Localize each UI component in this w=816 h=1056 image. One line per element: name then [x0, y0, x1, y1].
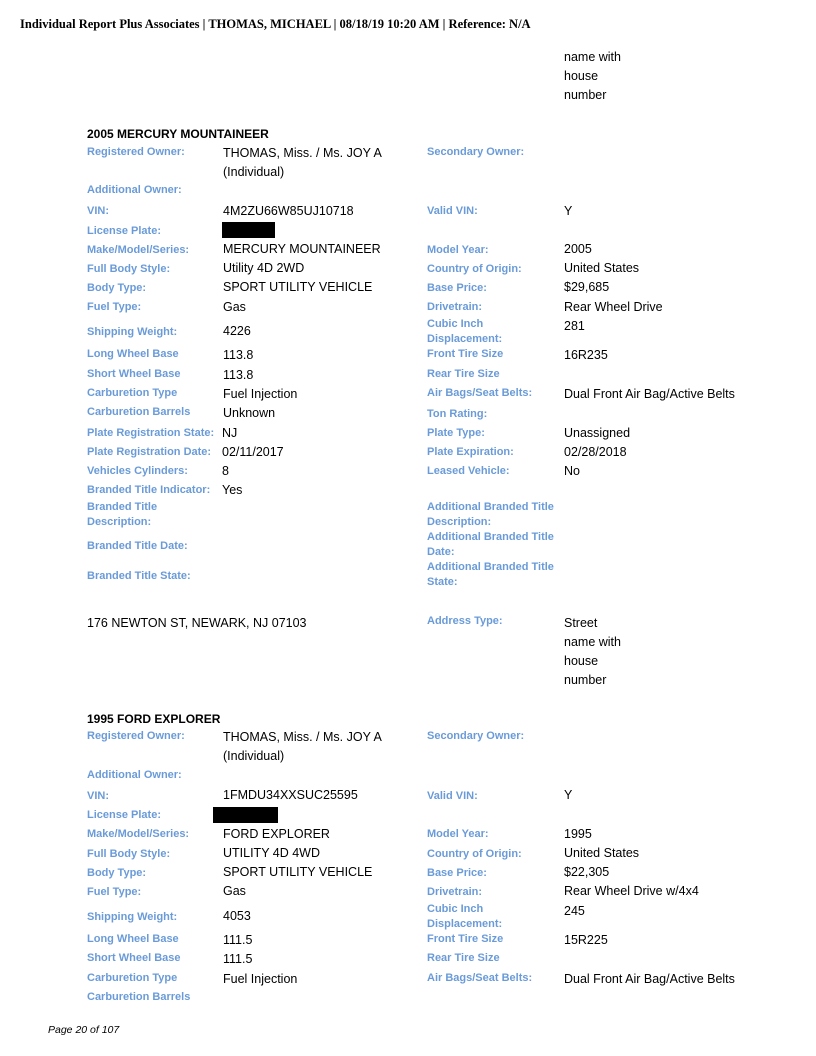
- redacted-license-plate: [213, 807, 278, 823]
- long-wheel-base-label: Long Wheel Base: [87, 933, 179, 945]
- branded-title-indicator-value: Yes: [222, 483, 243, 497]
- front-tire-value: 15R225: [564, 933, 608, 947]
- air-bags-value: Dual Front Air Bag/Active Belts: [564, 972, 735, 986]
- body-type-value: SPORT UTILITY VEHICLE: [223, 280, 373, 294]
- additional-branded-date-label-line2: Date:: [427, 546, 455, 558]
- registered-owner-label: Registered Owner:: [87, 146, 185, 158]
- make-model-value: MERCURY MOUNTAINEER: [223, 242, 381, 256]
- registered-owner-type: (Individual): [223, 749, 285, 763]
- carburetion-barrels-label: Carburetion Barrels: [87, 406, 191, 418]
- additional-branded-description-label: Additional Branded Title: [427, 501, 554, 513]
- address-type-value-line4: number: [564, 673, 607, 687]
- additional-branded-state-label-line2: State:: [427, 576, 458, 588]
- registered-owner-label: Registered Owner:: [87, 730, 185, 742]
- additional-owner-label: Additional Owner:: [87, 184, 182, 196]
- report-header: Individual Report Plus Associates | THOMAS, MICHAEL | 08/18/19 10:20 AM | Reference: N/A: [20, 17, 531, 31]
- make-model-value: FORD EXPLORER: [223, 827, 330, 841]
- drivetrain-label: Drivetrain:: [427, 301, 483, 313]
- full-body-style-label: Full Body Style:: [87, 263, 171, 275]
- carburetion-barrels-label: Carburetion Barrels: [87, 991, 191, 1003]
- vin-value: 1FMDU34XXSUC25595: [223, 788, 358, 802]
- base-price-value: $22,305: [564, 865, 610, 879]
- address-type-continued: house: [564, 69, 599, 83]
- body-type-label: Body Type:: [87, 282, 147, 294]
- drivetrain-value: Rear Wheel Drive: [564, 300, 663, 314]
- front-tire-label: Front Tire Size: [427, 933, 504, 945]
- valid-vin-label: Valid VIN:: [427, 205, 478, 217]
- make-model-label: Make/Model/Series:: [87, 244, 190, 256]
- license-plate-label: License Plate:: [87, 809, 161, 821]
- vin-label: VIN:: [87, 205, 109, 217]
- valid-vin-label: Valid VIN:: [427, 790, 478, 802]
- registered-owner-type: (Individual): [223, 165, 285, 179]
- carburetion-type-label: Carburetion Type: [87, 387, 178, 399]
- short-wheel-base-value: 113.8: [223, 368, 254, 382]
- plate-type-value: Unassigned: [564, 426, 631, 440]
- air-bags-value: Dual Front Air Bag/Active Belts: [564, 387, 735, 401]
- license-plate-label: License Plate:: [87, 225, 161, 237]
- page-number: Page 20 of 107: [48, 1024, 120, 1036]
- vin-value: 4M2ZU66W85UJ10718: [223, 204, 354, 218]
- shipping-weight-value: 4053: [223, 909, 251, 923]
- fuel-type-label: Fuel Type:: [87, 886, 142, 898]
- vin-label: VIN:: [87, 790, 109, 802]
- vehicles-cylinders-label: Vehicles Cylinders:: [87, 465, 188, 477]
- rear-tire-label: Rear Tire Size: [427, 368, 500, 380]
- fuel-type-label: Fuel Type:: [87, 301, 142, 313]
- front-tire-label: Front Tire Size: [427, 348, 504, 360]
- body-type-value: SPORT UTILITY VEHICLE: [223, 865, 373, 879]
- branded-title-indicator-label: Branded Title Indicator:: [87, 484, 211, 496]
- full-body-style-label: Full Body Style:: [87, 848, 171, 860]
- full-body-style-value: UTILITY 4D 4WD: [223, 846, 321, 860]
- shipping-weight-label: Shipping Weight:: [87, 326, 178, 338]
- country-of-origin-value: United States: [564, 261, 640, 275]
- address-type-value: Street: [564, 616, 598, 630]
- leased-vehicle-value: No: [564, 464, 580, 478]
- plate-expiration-value: 02/28/2018: [564, 445, 627, 459]
- cubic-inch-label: Cubic Inch: [427, 318, 484, 330]
- model-year-label: Model Year:: [427, 828, 489, 840]
- leased-vehicle-label: Leased Vehicle:: [427, 465, 510, 477]
- valid-vin-value: Y: [564, 788, 573, 802]
- additional-branded-state-label: Additional Branded Title: [427, 561, 554, 573]
- ton-rating-label: Ton Rating:: [427, 408, 488, 420]
- base-price-value: $29,685: [564, 280, 610, 294]
- short-wheel-base-label: Short Wheel Base: [87, 952, 181, 964]
- cubic-inch-label-line2: Displacement:: [427, 333, 503, 345]
- plate-reg-state-label: Plate Registration State:: [87, 427, 215, 439]
- carburetion-barrels-value: Unknown: [223, 406, 276, 420]
- drivetrain-value: Rear Wheel Drive w/4x4: [564, 884, 699, 898]
- branded-title-description-label-line2: Description:: [87, 516, 152, 528]
- address-type-label: Address Type:: [427, 615, 503, 627]
- carburetion-type-label: Carburetion Type: [87, 972, 178, 984]
- secondary-owner-label: Secondary Owner:: [427, 146, 525, 158]
- plate-type-label: Plate Type:: [427, 427, 485, 439]
- branded-title-date-label: Branded Title Date:: [87, 540, 188, 552]
- valid-vin-value: Y: [564, 204, 573, 218]
- address-type-continued: number: [564, 88, 607, 102]
- cubic-inch-label: Cubic Inch: [427, 903, 484, 915]
- carburetion-type-value: Fuel Injection: [223, 387, 298, 401]
- country-of-origin-label: Country of Origin:: [427, 263, 522, 275]
- rear-tire-label: Rear Tire Size: [427, 952, 500, 964]
- additional-branded-description-label-line2: Description:: [427, 516, 492, 528]
- registered-owner-value: THOMAS, Miss. / Ms. JOY A: [223, 730, 382, 744]
- cubic-inch-value: 281: [564, 319, 585, 333]
- fuel-type-value: Gas: [223, 884, 246, 898]
- vehicle-title: 2005 MERCURY MOUNTAINEER: [87, 127, 269, 141]
- vehicles-cylinders-value: 8: [222, 464, 229, 478]
- branded-title-state-label: Branded Title State:: [87, 570, 191, 582]
- secondary-owner-label: Secondary Owner:: [427, 730, 525, 742]
- shipping-weight-value: 4226: [223, 324, 251, 338]
- model-year-label: Model Year:: [427, 244, 489, 256]
- registered-owner-value: THOMAS, Miss. / Ms. JOY A: [223, 146, 382, 160]
- body-type-label: Body Type:: [87, 867, 147, 879]
- plate-reg-date-value: 02/11/2017: [222, 445, 284, 459]
- address-type-continued: name with: [564, 50, 621, 64]
- long-wheel-base-label: Long Wheel Base: [87, 348, 179, 360]
- full-body-style-value: Utility 4D 2WD: [223, 261, 305, 275]
- branded-title-description-label: Branded Title: [87, 501, 158, 513]
- long-wheel-base-value: 113.8: [223, 348, 254, 362]
- plate-reg-date-label: Plate Registration Date:: [87, 446, 212, 458]
- address-value: 176 NEWTON ST, NEWARK, NJ 07103: [87, 616, 307, 630]
- plate-reg-state-value: NJ: [222, 426, 238, 440]
- country-of-origin-label: Country of Origin:: [427, 848, 522, 860]
- make-model-label: Make/Model/Series:: [87, 828, 190, 840]
- long-wheel-base-value: 111.5: [223, 933, 253, 947]
- drivetrain-label: Drivetrain:: [427, 886, 483, 898]
- base-price-label: Base Price:: [427, 282, 487, 294]
- cubic-inch-label-line2: Displacement:: [427, 918, 503, 930]
- short-wheel-base-value: 111.5: [223, 952, 253, 966]
- plate-expiration-label: Plate Expiration:: [427, 446, 514, 458]
- address-type-value-line3: house: [564, 654, 599, 668]
- base-price-label: Base Price:: [427, 867, 487, 879]
- cubic-inch-value: 245: [564, 904, 585, 918]
- additional-owner-label: Additional Owner:: [87, 769, 182, 781]
- additional-branded-date-label: Additional Branded Title: [427, 531, 554, 543]
- model-year-value: 1995: [564, 827, 592, 841]
- vehicle-title: 1995 FORD EXPLORER: [87, 712, 221, 726]
- country-of-origin-value: United States: [564, 846, 640, 860]
- air-bags-label: Air Bags/Seat Belts:: [427, 387, 533, 399]
- redacted-license-plate: [222, 222, 275, 238]
- short-wheel-base-label: Short Wheel Base: [87, 368, 181, 380]
- model-year-value: 2005: [564, 242, 592, 256]
- fuel-type-value: Gas: [223, 300, 246, 314]
- shipping-weight-label: Shipping Weight:: [87, 911, 178, 923]
- front-tire-value: 16R235: [564, 348, 608, 362]
- carburetion-type-value: Fuel Injection: [223, 972, 298, 986]
- air-bags-label: Air Bags/Seat Belts:: [427, 972, 533, 984]
- address-type-value-line2: name with: [564, 635, 621, 649]
